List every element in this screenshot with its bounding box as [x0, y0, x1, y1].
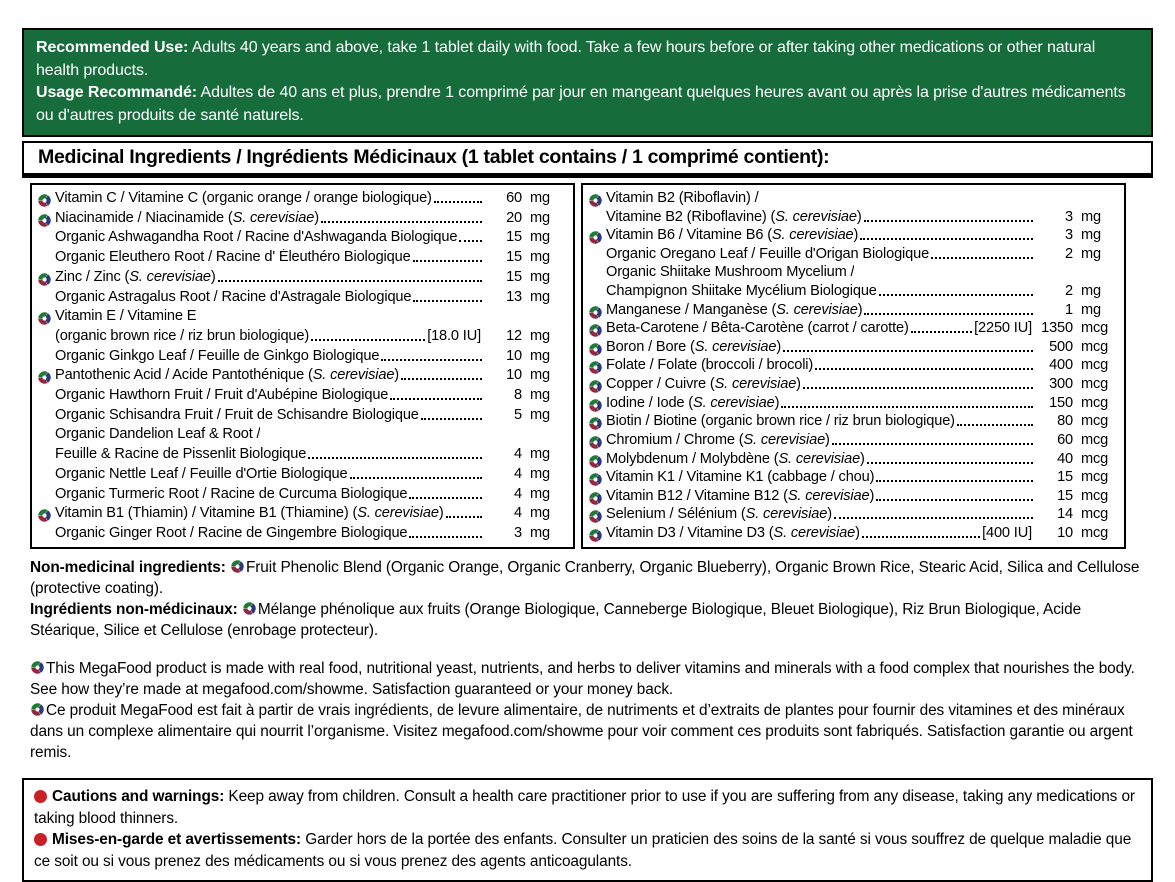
non-medicinal-en-label: Non-medicinal ingredients:: [30, 559, 226, 576]
ingredient-name: Pantothenic Acid / Acide Pantothénique (S. cerevisiae): [55, 367, 399, 384]
ingredient-name: Organic Shiitake Mushroom Mycelium /: [606, 264, 855, 281]
ingredient-name: Niacinamide / Niacinamide (S. cerevisiae): [55, 209, 319, 226]
ingredient-name: Organic Ginkgo Leaf / Feuille de Ginkgo Biologique: [55, 347, 380, 364]
cautions-box: [22, 778, 1153, 882]
dot-leader: [864, 220, 1033, 222]
ingredient-amount: 10: [506, 367, 522, 384]
non-medicinal-section: [30, 557, 1147, 641]
ingredient-amount: 3: [514, 524, 522, 541]
ingredient-row: [38, 466, 566, 482]
foodstate-icon: [589, 435, 606, 449]
ingredient-unit: mg: [530, 446, 550, 463]
ingredient-row: [38, 525, 566, 541]
ingredient-unit: mcg: [1081, 338, 1109, 355]
ingredient-row: [589, 488, 1117, 504]
iu-note: [2250 IU]: [974, 320, 1032, 337]
ingredient-row: [589, 190, 1117, 206]
ingredient-name: Organic Eleuthero Root / Racine d' Éleuthéro Biologique: [55, 249, 411, 266]
ingredient-row: [38, 505, 566, 521]
dot-leader: [311, 339, 425, 341]
cautions-fr: [34, 829, 1141, 872]
foodstate-icon: [231, 560, 244, 573]
ingredient-unit: mcg: [1081, 487, 1109, 504]
ingredient-row: [38, 210, 566, 226]
foodstate-icon: [589, 323, 606, 337]
foodstate-icon: [589, 491, 606, 505]
dot-leader: [409, 536, 482, 538]
ingredient-row: [589, 395, 1117, 411]
ingredient-name: Molybdenum / Molybdène (S. cerevisiae): [606, 450, 865, 467]
about-en: [30, 658, 1147, 700]
about-fr-text: Ce produit MegaFood est fait à partir de vrais ingrédients, de levure alimentaire, de nutriments et d’extraits de plantes pour fournir des vitamines et des minéraux dans un complexe alimentaire qui nourrit l’organisme. Visitez megafood.com/showme pour voir comment ces produits sont fabriqués. Satisfaction garantie ou argent remis.: [30, 702, 1133, 761]
ingredient-amount: 12: [506, 327, 522, 344]
dot-leader: [957, 424, 1033, 426]
dot-leader: [459, 240, 482, 242]
ingredient-name: Biotin / Biotine (organic brown rice / riz brun biologique): [606, 413, 955, 430]
dot-leader: [390, 398, 482, 400]
dot-leader: [803, 387, 1033, 389]
dot-leader: [879, 294, 1033, 296]
ingredient-amount: 60: [506, 190, 522, 206]
ingredient-amount: 15: [506, 249, 522, 266]
ingredient-row: [38, 289, 566, 305]
warning-dot-icon: [34, 790, 47, 803]
foodstate-icon: [38, 311, 55, 325]
ingredient-name: Manganese / Manganèse (S. cerevisiae): [606, 301, 863, 318]
ingredient-amount: 15: [506, 268, 522, 285]
ingredient-row: [38, 486, 566, 502]
foodstate-icon: [38, 370, 55, 384]
ingredient-row: [38, 328, 566, 344]
ingredient-name: Organic Oregano Leaf / Feuille d'Origan Biologique: [606, 245, 930, 262]
ingredient-unit: mcg: [1081, 394, 1109, 411]
ingredient-amount: 150: [1049, 394, 1073, 411]
dot-leader: [413, 260, 482, 262]
ingredient-unit: mg: [1081, 283, 1101, 300]
ingredient-unit: mcg: [1081, 413, 1109, 430]
ingredient-row: [589, 413, 1117, 429]
ingredient-name: Chromium / Chrome (S. cerevisiae): [606, 431, 830, 448]
ingredient-amount: 13: [506, 288, 522, 305]
ingredient-name: Zinc / Zinc (S. cerevisiae): [55, 268, 216, 285]
non-medicinal-en-text: Fruit Phenolic Blend (Organic Orange, Organic Cranberry, Organic Blueberry), Organic Brown Rice, Stearic Acid, Silica and Cellulose (protective coating).: [30, 559, 1140, 597]
ingredient-amount: 15: [506, 229, 522, 246]
ingredient-amount: 14: [1057, 506, 1073, 523]
non-medicinal-en: [30, 557, 1147, 599]
recommended-use-fr-text: Adultes de 40 ans et plus, prendre 1 comprimé par jour en mangeant quelques heures avant ou après la prise d'autres médicaments ou d'autres produits de santé naturels.: [36, 84, 1126, 124]
ingredient-amount: 80: [1057, 413, 1073, 430]
recommended-use-fr: [36, 82, 1139, 127]
ingredient-name: Champignon Shiitake Mycélium Biologique: [606, 283, 877, 300]
foodstate-icon: [243, 602, 256, 615]
foodstate-icon: [589, 379, 606, 393]
ingredient-row: [589, 451, 1117, 467]
warning-dot-icon: [34, 833, 47, 846]
foodstate-icon: [589, 398, 606, 412]
ingredient-unit: mg: [530, 485, 550, 502]
ingredient-name: Vitamin B1 (Thiamin) / Vitamine B1 (Thiamine) (S. cerevisiae): [55, 505, 444, 522]
ingredient-row: [38, 446, 566, 462]
ingredient-amount: 40: [1057, 450, 1073, 467]
about-fr: [30, 700, 1147, 763]
dot-leader: [864, 313, 1033, 315]
ingredient-row: [589, 357, 1117, 373]
ingredient-amount: 8: [514, 387, 522, 404]
ingredient-amount: 5: [514, 406, 522, 423]
dot-leader: [401, 378, 482, 380]
ingredient-unit: mg: [530, 249, 550, 266]
foodstate-icon: [38, 193, 55, 207]
dot-leader: [911, 331, 972, 333]
iu-note: [18.0 IU]: [427, 327, 481, 344]
ingredient-name: Organic Hawthorn Fruit / Fruit d'Aubépine Biologique: [55, 387, 389, 404]
ingredient-unit: mg: [530, 229, 550, 246]
foodstate-icon: [589, 305, 606, 319]
ingredient-amount: 15: [1057, 469, 1073, 486]
ingredient-row: [38, 249, 566, 265]
ingredient-row: [38, 269, 566, 285]
dot-leader: [218, 280, 482, 282]
ingredient-unit: mg: [530, 387, 550, 404]
cautions-fr-label: Mises-en-garde et avertissements:: [52, 831, 302, 848]
non-medicinal-fr: [30, 599, 1147, 641]
ingredient-unit: mcg: [1081, 469, 1109, 486]
ingredient-row: [589, 246, 1117, 262]
dot-leader: [783, 350, 1033, 352]
foodstate-icon: [589, 509, 606, 523]
foodstate-icon: [38, 272, 55, 286]
ingredient-unit: mg: [1081, 208, 1101, 225]
dot-leader: [867, 462, 1033, 464]
ingredient-row: [38, 407, 566, 423]
ingredient-unit: mcg: [1081, 450, 1109, 467]
dot-leader: [409, 497, 482, 499]
ingredient-unit: mg: [1081, 245, 1101, 262]
dot-leader: [421, 418, 482, 420]
dot-leader: [413, 300, 482, 302]
ingredient-unit: mg: [530, 347, 550, 364]
ingredient-row: [38, 367, 566, 383]
ingredient-amount: 10: [1057, 524, 1073, 541]
ingredient-amount: 15: [1057, 487, 1073, 504]
ingredient-row: [589, 339, 1117, 355]
ingredient-amount: 500: [1049, 338, 1073, 355]
foodstate-icon: [589, 360, 606, 374]
ingredient-unit: mg: [530, 465, 550, 482]
ingredient-name: Iodine / Iode (S. cerevisiae): [606, 394, 780, 411]
about-en-text: This MegaFood product is made with real food, nutritional yeast, nutrients, and herbs to deliver vitamins and minerals with a food complex that nourishes the body. See how they’re made at megafood.com/showme. Satisfaction guaranteed or your money back.: [30, 660, 1135, 698]
foodstate-icon: [38, 213, 55, 227]
foodstate-icon: [38, 508, 55, 522]
dot-leader: [815, 368, 1033, 370]
ingredient-name: Vitamin B12 / Vitamine B12 (S. cerevisiae): [606, 487, 875, 504]
ingredient-name: Copper / Cuivre (S. cerevisiae): [606, 376, 801, 393]
dot-leader: [321, 221, 482, 223]
medicinal-ingredients-title: Medicinal Ingredients / Ingrédients Médicinaux (1 tablet contains / 1 comprimé contient):: [22, 141, 1153, 178]
ingredient-name: Boron / Bore (S. cerevisiae): [606, 338, 782, 355]
ingredient-name: Vitamin K1 / Vitamine K1 (cabbage / chou): [606, 469, 875, 486]
ingredient-row: [589, 209, 1117, 225]
ingredient-unit: mcg: [1081, 357, 1109, 374]
ingredients-column-left: [30, 183, 575, 549]
ingredient-amount: 1: [1065, 301, 1073, 318]
non-medicinal-fr-text: Mélange phénolique aux fruits (Orange Biologique, Canneberge Biologique, Bleuet Biologique), Riz Brun Biologique, Acide Stéarique, Silice et Cellulose (enrobage protecteur).: [30, 601, 1082, 639]
dot-leader: [350, 477, 483, 479]
foodstate-icon: [589, 342, 606, 356]
ingredients-panel: [30, 183, 1126, 549]
ingredient-row: [589, 283, 1117, 299]
ingredient-unit: mg: [530, 209, 550, 226]
ingredient-row: [38, 229, 566, 245]
ingredient-unit: mg: [530, 524, 550, 541]
foodstate-icon: [31, 661, 44, 674]
recommended-use-box: [22, 28, 1153, 137]
ingredient-name: Vitamin E / Vitamine E: [55, 308, 197, 325]
dot-leader: [832, 443, 1033, 445]
ingredient-amount: 2: [1065, 283, 1073, 300]
ingredient-row: [589, 432, 1117, 448]
dot-leader: [931, 257, 1033, 259]
ingredient-amount: 300: [1049, 376, 1073, 393]
foodstate-icon: [589, 528, 606, 542]
ingredient-name: Organic Dandelion Leaf & Root /: [55, 426, 261, 443]
ingredient-amount: 3: [1065, 208, 1073, 225]
ingredient-row: [589, 469, 1117, 485]
ingredient-amount: 400: [1049, 357, 1073, 374]
ingredients-column-right: [581, 183, 1126, 549]
ingredient-name: Vitamin C / Vitamine C (organic orange / orange biologique): [55, 190, 432, 206]
ingredient-unit: mg: [530, 190, 550, 206]
non-medicinal-fr-label: Ingrédients non-médicinaux:: [30, 601, 238, 618]
ingredient-unit: mcg: [1081, 431, 1109, 448]
dot-leader: [381, 359, 482, 361]
ingredient-amount: 3: [1065, 227, 1073, 244]
ingredient-name: Vitamin B2 (Riboflavin) /: [606, 190, 759, 206]
recommended-use-fr-label: Usage Recommandé:: [36, 84, 198, 101]
recommended-use-en-label: Recommended Use:: [36, 39, 189, 56]
ingredient-row: [589, 376, 1117, 392]
ingredient-name: Vitamin D3 / Vitamine D3 (S. cerevisiae): [606, 524, 860, 541]
ingredient-name: Vitamine B2 (Riboflavine) (S. cerevisiae): [606, 208, 862, 225]
foodstate-icon: [589, 416, 606, 430]
dot-leader: [781, 406, 1033, 408]
ingredient-name: (organic brown rice / riz brun biologique): [55, 327, 310, 344]
ingredient-amount: 4: [514, 465, 522, 482]
ingredient-unit: mcg: [1081, 320, 1109, 337]
ingredient-name: Organic Nettle Leaf / Feuille d'Ortie Biologique: [55, 465, 348, 482]
ingredient-name: Vitamin B6 / Vitamine B6 (S. cerevisiae): [606, 227, 859, 244]
ingredient-name: Feuille & Racine de Pissenlit Biologique: [55, 446, 307, 463]
about-section: [30, 658, 1147, 763]
dot-leader: [434, 201, 482, 203]
ingredient-amount: 4: [514, 446, 522, 463]
ingredient-name: Organic Astragalus Root / Racine d'Astragale Biologique: [55, 288, 412, 305]
cautions-en-text: Keep away from children. Consult a health care practitioner prior to use if you are suffering from any disease, taking any medications or taking blood thinners.: [34, 788, 1135, 827]
ingredient-unit: mcg: [1081, 376, 1109, 393]
ingredient-row: [589, 264, 1117, 280]
dot-leader: [876, 499, 1033, 501]
ingredient-unit: mg: [1081, 227, 1101, 244]
dot-leader: [834, 517, 1033, 519]
ingredient-unit: mg: [530, 268, 550, 285]
ingredient-row: [38, 426, 566, 442]
dot-leader: [876, 480, 1033, 482]
iu-note: [400 IU]: [982, 524, 1032, 541]
ingredient-amount: 2: [1065, 245, 1073, 262]
ingredient-row: [589, 506, 1117, 522]
ingredient-unit: mcg: [1081, 506, 1109, 523]
dot-leader: [860, 238, 1033, 240]
ingredient-name: Beta-Carotene / Bêta-Carotène (carrot / carotte): [606, 320, 909, 337]
ingredient-unit: mg: [530, 367, 550, 384]
ingredient-amount: 20: [506, 209, 522, 226]
ingredient-row: [38, 387, 566, 403]
recommended-use-en-text: Adults 40 years and above, take 1 tablet daily with food. Take a few hours before or after taking other medications or other natural health products.: [36, 39, 1096, 79]
foodstate-icon: [589, 193, 606, 207]
ingredient-row: [38, 348, 566, 364]
ingredient-amount: 4: [514, 505, 522, 522]
ingredient-name: Organic Turmeric Root / Racine de Curcuma Biologique: [55, 485, 408, 502]
ingredient-name: Folate / Folate (broccoli / brocoli): [606, 357, 814, 374]
ingredient-name: Organic Schisandra Fruit / Fruit de Schisandre Biologique: [55, 406, 419, 423]
ingredient-amount: 1350: [1041, 320, 1073, 337]
ingredient-name: Organic Ashwagandha Root / Racine d'Ashwaganda Biologique: [55, 229, 458, 246]
ingredient-unit: mg: [530, 327, 550, 344]
ingredient-amount: 60: [1057, 431, 1073, 448]
cautions-en: [34, 786, 1141, 829]
ingredient-unit: mcg: [1081, 524, 1109, 541]
ingredient-row: [589, 302, 1117, 318]
ingredient-amount: 10: [506, 347, 522, 364]
ingredient-name: Selenium / Sélénium (S. cerevisiae): [606, 506, 832, 523]
ingredient-row: [38, 190, 566, 206]
ingredient-name: Organic Ginger Root / Racine de Gingembre Biologique: [55, 524, 408, 541]
cautions-fr-text: Garder hors de la portée des enfants. Consulter un praticien des soins de la santé si vous souffrez de quelque maladie que ce soit ou si vous prenez des médicaments ou si vous prenez des agents anticoagulants.: [34, 831, 1132, 870]
dot-leader: [308, 457, 482, 459]
ingredient-row: [589, 227, 1117, 243]
foodstate-icon: [589, 472, 606, 486]
cautions-en-label: Cautions and warnings:: [52, 788, 225, 805]
ingredient-row: [589, 525, 1117, 541]
foodstate-icon: [589, 230, 606, 244]
foodstate-icon: [31, 703, 44, 716]
ingredient-row: [38, 308, 566, 324]
ingredient-unit: mg: [530, 406, 550, 423]
recommended-use-en: [36, 37, 1139, 82]
ingredient-unit: mg: [530, 288, 550, 305]
ingredient-unit: mg: [1081, 301, 1101, 318]
ingredient-amount: 4: [514, 485, 522, 502]
foodstate-icon: [589, 454, 606, 468]
dot-leader: [862, 536, 980, 538]
ingredient-unit: mg: [530, 505, 550, 522]
dot-leader: [446, 516, 482, 518]
ingredient-row: [589, 320, 1117, 336]
